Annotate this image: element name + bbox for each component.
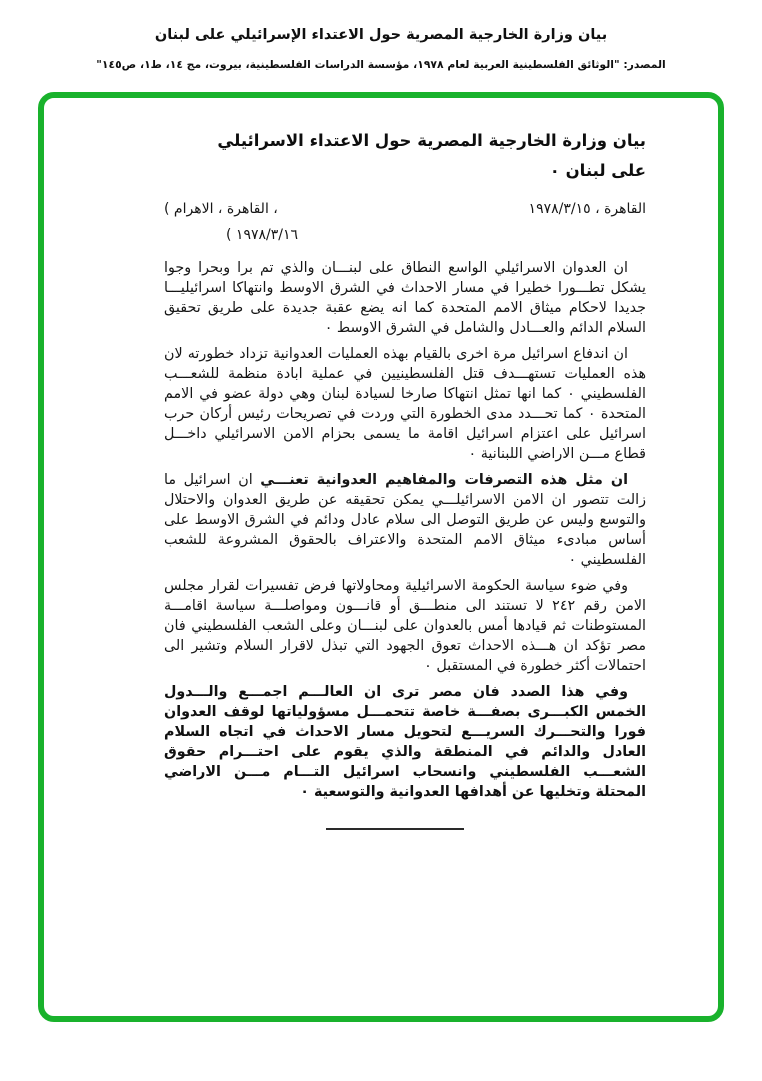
paragraph-4: وفي ضوء سياسة الحكومة الاسرائيلية ومحاولاتها فرض تفسيرات لقرار مجلس الامن رقم ٢٤٢ لا تستند الى منطـــق أو قانـــون ومواصلـــة سياسة اقامـــة المستوطنات ثم قيادها أمس بالعدوان على لبنـــان وعلى الشعب الفلسطيني فان مصر تؤكد ان هـــذه الاحداث تعوق الجهود التي تبذل لاقرار السلام وتشير الى احتمالات أكثر خطورة في المستقبل ٠ [164,578,646,675]
newspaper-citation [164,198,298,248]
document-scan [164,126,646,830]
paragraph-2: ان اندفاع اسرائيل مرة اخرى بالقيام بهذه العمليات العدوانية تزداد خطورته لان هذه العمليات تستهـــدف قتل الفلسطينيين في عملية ابادة منظمة للشعـــب الفلسطيني ٠ كما انها تمثل انتهاكا صارخا لسيادة لبنان وهي دولة عضو في الامم المتحدة ٠ كما تحـــدد مدى الخطورة التي وردت في تصريحات رئيس أركان حرب اسرائيل على اعتزام اسرائيل اقامة ما يسمى بحزام الامن الاسرائيلي داخـــل قطاع مـــن الاراضي اللبنانية ٠ [164,346,646,463]
dateline-place-date: القاهرة ، ١٩٧٨/٣/١٥ [528,201,646,218]
paragraph-1: ان العدوان الاسرائيلي الواسع النطاق على لبنـــان والذي تم برا وبحرا وجوا يشكل تطـــورا خطيرا في مسار الاحداث في الشرق الاوسط وانتهاكا اسرائيليـــا جديدا لاحكام ميثاق الامم المتحدة كما انه يضع عقبة جديدة على طريق تحقيق السلام الدائم والعـــادل والشامل في الشرق الاوسط ٠ [164,259,646,337]
dateline [164,198,646,248]
document-frame [38,92,724,1022]
end-divider-rule [326,828,464,830]
document-title [164,126,646,185]
source-citation: المصدر: "الوثائق الفلسطينية العربية لعام ١٩٧٨، مؤسسة الدراسات الفلسطينية، بيروت، مج ١٤، ط١، ص١٤٥" [96,58,666,71]
paragraph-3 [164,470,646,570]
document-title-line1: بيان وزارة الخارجية المصرية حول الاعتداء الاسرائيلي [217,131,646,150]
page-title: بيان وزارة الخارجية المصرية حول الاعتداء الإسرائيلي على لبنان [154,27,608,43]
paragraph-5: وفي هذا الصدد فان مصر ترى ان العالـــم اجمـــع والـــدول الخمس الكبـــرى بصفـــة خاصة تتحمـــل مسؤولياتها لوقف العدوان فورا والتحـــرك السريـــع لتحويل مسار الاحداث في اتجاه السلام العادل والدائم في المنطقة والذي يقوم على احتـــرام حقوق الشعـــب الفلسطيني وانسحاب اسرائيل التـــام مـــن الاراضي المحتلة وتخليها عن أهدافها العدوانية والتوسعية ٠ [164,684,646,801]
citation-line2: ( ١٩٧٨/٣/١٦ [226,227,298,244]
paragraph-3-body: ان اسرائيل ما زالت تتصور ان الامن الاسرائيلـــي يمكن تحقيقه عن طريق العدوان والاحتلال والتوسع وليس عن طريق التوصل الى سلام عادل ودائم في الشرق الاوسط على أساس مبادىء ميثاق الامم المتحدة والاعتراف بالحقوق المشروعة للشعب الفلسطيني ٠ [164,472,646,569]
citation-line1: ( الاهرام‎ ، القاهرة‎ ، [164,201,278,218]
document-title-line2: على لبنان ٠ [549,160,646,180]
paragraph-3-lead: ان مثل هذه التصرفات والمفاهيم العدوانية تعنـــي [260,472,628,489]
